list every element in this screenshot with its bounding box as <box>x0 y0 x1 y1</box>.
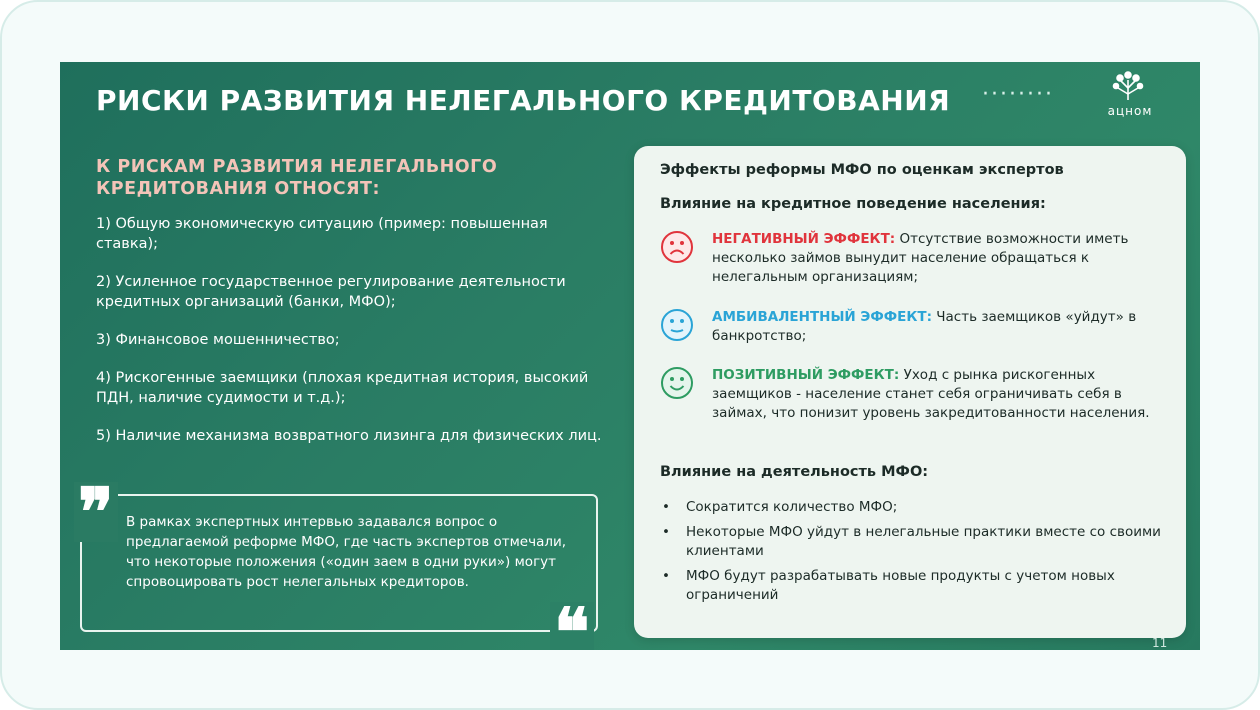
list-item: 2) Усиленное государственное регулирование деятельности кредитных организаций (банки, МФО); <box>96 274 566 310</box>
logo-tree-icon <box>1080 66 1176 128</box>
slide-title: РИСКИ РАЗВИТИЯ НЕЛЕГАЛЬНОГО КРЕДИТОВАНИЯ <box>96 84 951 117</box>
effect-label: НЕГАТИВНЫЙ ЭФФЕКТ: <box>712 231 896 247</box>
quote-open-icon: ❞ <box>74 482 118 542</box>
effect-description: Уход с рынка рискогенных заемщиков - население станет себя ограничивать себя в займах, что понизит уровень закредитованности населения. <box>712 367 1150 421</box>
effect-description: Отсутствие возможности иметь несколько займов вынудит население обращаться к нелегальным организациям; <box>712 231 1129 285</box>
sad-face-icon <box>660 230 694 264</box>
effects-card <box>634 146 1186 638</box>
card-title: Эффекты реформы МФО по оценкам экспертов <box>660 162 1064 178</box>
effect-label: АМБИВАЛЕНТНЫЙ ЭФФЕКТ: <box>712 309 932 325</box>
logo-text: ацном <box>1107 104 1153 118</box>
title-dots: ········ <box>982 82 1054 107</box>
quote-close-icon: ❝ <box>550 602 594 650</box>
bullet-icon: • <box>662 524 670 540</box>
risk-list <box>96 214 606 464</box>
list-item: 4) Рискогенные заемщики (плохая кредитная история, высокий ПДН, наличие судимости и т.д.); <box>96 370 589 406</box>
list-item: • МФО будут разрабатывать новые продукты с учетом новых ограничений <box>662 568 1115 603</box>
page-number: 11 <box>1152 636 1168 650</box>
effect-description: Часть заемщиков «уйдут» в банкротство; <box>712 309 1137 344</box>
bullet-icon: • <box>662 568 670 584</box>
list-item: • Некоторые МФО уйдут в нелегальные практики вместе со своими клиентами <box>662 524 1161 559</box>
presentation-slide <box>60 62 1200 650</box>
list-item: 1) Общую экономическую ситуацию (пример: повышенная ставка); <box>96 216 548 252</box>
section-heading-population: Влияние на кредитное поведение населения: <box>660 196 1046 212</box>
expert-quote: В рамках экспертных интервью задавался вопрос о предлагаемой реформе МФО, где часть экспертов отмечали, что некоторые положения («один заем в одни руки») могут спровоцировать рост нелегальных кредиторов. <box>126 514 567 590</box>
effect-label: ПОЗИТИВНЫЙ ЭФФЕКТ: <box>712 367 900 383</box>
list-item: • Сократится количество МФО; <box>662 499 898 515</box>
bullet-icon: • <box>662 499 670 515</box>
section-heading-mfo: Влияние на деятельность МФО: <box>660 464 929 480</box>
list-item: 5) Наличие механизма возвратного лизинга для физических лиц. <box>96 428 602 444</box>
risks-heading: К РИСКАМ РАЗВИТИЯ НЕЛЕГАЛЬНОГО КРЕДИТОВАНИЯ ОТНОСЯТ: <box>96 157 498 199</box>
happy-face-icon <box>660 366 694 400</box>
mfo-effects-list <box>660 498 1170 611</box>
list-item: 3) Финансовое мошенничество; <box>96 332 340 348</box>
neutral-face-icon <box>660 308 694 342</box>
